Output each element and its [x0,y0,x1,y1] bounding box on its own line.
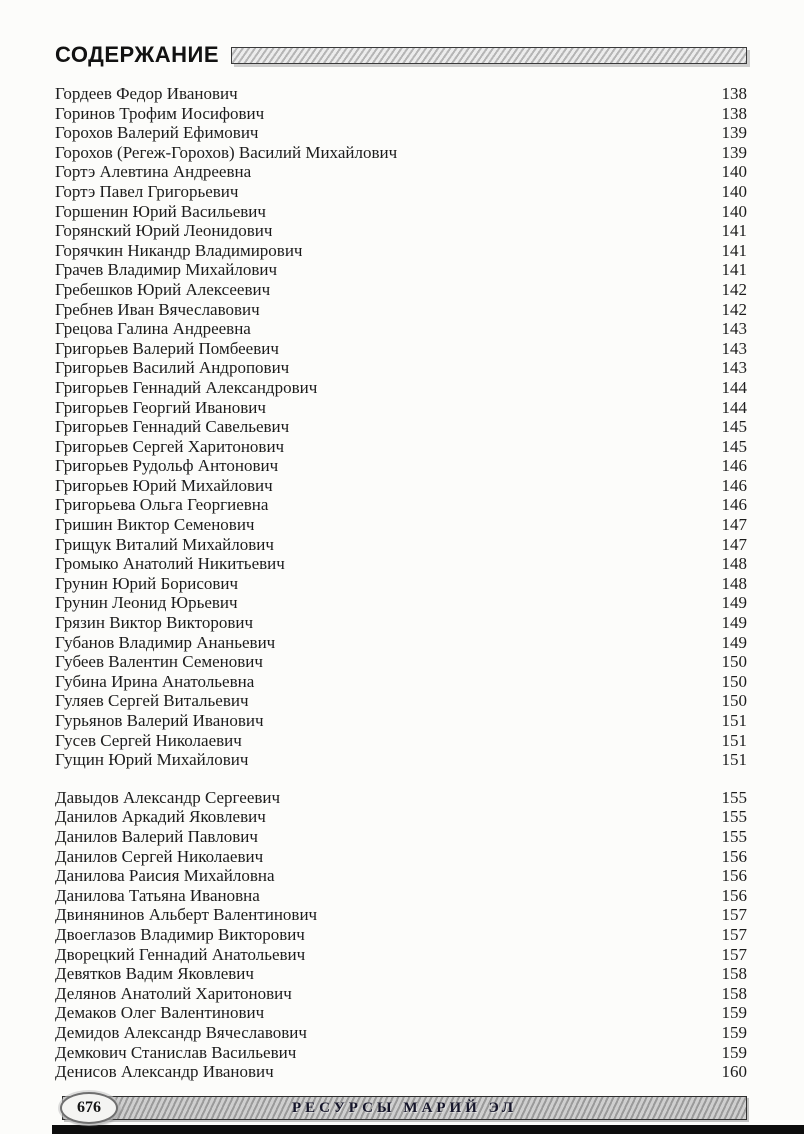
toc-entry [55,847,747,867]
entry-page-number: 151 [721,711,747,730]
entry-name: Горинов Трофим Иосифович [55,103,265,123]
entry-page-number: 148 [721,554,747,574]
entry-page-number: 142 [721,299,747,319]
entry-name: Григорьев Василий Андропович [55,358,290,378]
entry-name: Демкович Станислав Васильевич [55,1042,297,1062]
entry-name: Гришин Виктор Семенович [55,515,255,535]
toc-group-d [55,788,747,1082]
entry-name: Григорьев Валерий Помбеевич [55,338,279,358]
entry-name: Данилова Татьяна Ивановна [55,885,260,905]
entry-page-number: 159 [721,1022,747,1042]
toc-entry [55,123,747,143]
entry-name: Гребнев Иван Вячеславович [55,299,260,319]
entry-page-number: 151 [721,730,747,750]
entry-name: Данилова Раисия Михайловна [55,866,275,886]
entry-page-number: 147 [721,534,747,554]
toc-entry [55,437,747,457]
entry-page-number: 159 [721,1003,747,1023]
entry-name: Горячкин Никандр Владимирович [55,240,303,260]
entry-name: Григорьев Георгий Иванович [55,397,266,417]
toc-entry [55,652,747,672]
entry-name: Данилов Валерий Павлович [55,826,258,846]
entry-page-number: 146 [721,495,747,515]
entry-name: Дворецкий Геннадий Анатольевич [55,944,306,964]
entry-page-number: 147 [721,515,747,535]
entry-name: Двинянинов Альберт Валентинович [55,905,318,925]
toc-entry [55,260,747,280]
entry-name: Горохов Валерий Ефимович [55,123,259,143]
entry-page-number: 146 [721,475,747,495]
toc-entry [55,358,747,378]
toc-entry [55,731,747,751]
entry-name: Грецова Галина Андреевна [55,319,251,339]
entry-name: Горянский Юрий Леонидович [55,221,273,241]
toc-entry [55,866,747,886]
entry-page-number: 157 [721,905,747,925]
entry-page-number: 143 [721,358,747,378]
entry-page-number: 155 [721,826,747,846]
toc-entry [55,788,747,808]
entry-page-number: 140 [721,201,747,221]
toc-entry [55,241,747,261]
entry-name: Губеев Валентин Семенович [55,652,263,672]
entry-name: Горохов (Регеж-Горохов) Василий Михайлович [55,142,398,162]
page-title: СОДЕРЖАНИЕ [55,42,220,67]
entry-name: Григорьев Геннадий Александрович [55,377,318,397]
toc-entry [55,515,747,535]
entry-name: Двоеглазов Владимир Викторович [55,924,305,944]
entry-name: Григорьев Рудольф Антонович [55,456,279,476]
toc-entry [55,319,747,339]
entry-name: Гущин Юрий Михайлович [55,750,249,770]
toc-entry [55,711,747,731]
entry-name: Губанов Владимир Ананьевич [55,632,276,652]
toc-entry [55,945,747,965]
entry-page-number: 149 [721,613,747,633]
entry-name: Грунин Леонид Юрьевич [55,593,238,613]
entry-name: Девятков Вадим Яковлевич [55,964,254,984]
page-number-badge [60,1092,118,1124]
toc-entry [55,280,747,300]
entry-page-number: 159 [721,1042,747,1062]
toc-entry [55,495,747,515]
entry-name: Григорьев Геннадий Савельевич [55,417,290,437]
entry-name: Данилов Сергей Николаевич [55,846,264,866]
toc-entry [55,104,747,124]
toc-entry [55,1003,747,1023]
toc-entry [55,398,747,418]
toc-entry [55,143,747,163]
entry-page-number: 156 [721,846,747,866]
entry-name: Григорьев Сергей Харитонович [55,436,285,456]
toc-entry [55,417,747,437]
toc-entry [55,807,747,827]
entry-page-number: 141 [721,240,747,260]
entry-page-number: 160 [721,1062,747,1082]
entry-page-number: 144 [721,377,747,397]
entry-name: Григорьев Юрий Михайлович [55,475,273,495]
toc-entry [55,182,747,202]
toc-entry [55,886,747,906]
entry-page-number: 150 [721,691,747,711]
page-number: 676 [77,1099,101,1116]
entry-name: Гордеев Федор Иванович [55,84,238,103]
entry-page-number: 155 [721,807,747,827]
toc-entry [55,1062,747,1082]
entry-page-number: 158 [721,983,747,1003]
toc-entry [55,984,747,1004]
entry-name: Данилов Аркадий Яковлевич [55,807,266,827]
entry-name: Грищук Виталий Михайлович [55,534,274,554]
toc-entry [55,339,747,359]
toc-entry [55,535,747,555]
toc-entry [55,554,747,574]
toc-entry [55,300,747,320]
toc-entry [55,574,747,594]
entry-name: Григорьева Ольга Георгиевна [55,495,269,515]
entry-page-number: 140 [721,181,747,201]
toc-list [55,84,747,1082]
toc-entry [55,476,747,496]
toc-entry [55,221,747,241]
entry-name: Делянов Анатолий Харитонович [55,983,292,1003]
entry-page-number: 158 [721,964,747,984]
entry-page-number: 151 [721,750,747,770]
entry-name: Давыдов Александр Сергеевич [55,787,281,807]
header [55,42,747,68]
entry-name: Горшенин Юрий Васильевич [55,201,266,221]
toc-entry [55,633,747,653]
entry-name: Гусев Сергей Николаевич [55,730,242,750]
header-decorative-bar [231,47,747,64]
toc-entry [55,1043,747,1063]
entry-name: Гортэ Алевтина Андреевна [55,162,252,182]
entry-page-number: 156 [721,866,747,886]
entry-page-number: 155 [721,787,747,807]
entry-page-number: 148 [721,573,747,593]
toc-entry [55,456,747,476]
toc-entry [55,827,747,847]
toc-entry [55,925,747,945]
entry-page-number: 149 [721,632,747,652]
toc-entry [55,750,747,770]
footer-banner-text: РЕСУРСЫ МАРИЙ ЭЛ [291,1099,518,1116]
entry-name: Грязин Виктор Викторович [55,613,254,633]
toc-entry [55,613,747,633]
entry-name: Гортэ Павел Григорьевич [55,181,239,201]
entry-name: Денисов Александр Иванович [55,1062,274,1082]
toc-entry [55,84,747,104]
entry-page-number: 143 [721,338,747,358]
entry-page-number: 156 [721,885,747,905]
toc-group-g [55,84,747,770]
entry-name: Демаков Олег Валентинович [55,1003,265,1023]
entry-page-number: 145 [721,417,747,437]
entry-name: Гребешков Юрий Алексеевич [55,279,271,299]
entry-page-number: 149 [721,593,747,613]
entry-page-number: 139 [721,142,747,162]
entry-name: Громыко Анатолий Никитьевич [55,554,285,574]
entry-page-number: 150 [721,671,747,691]
entry-page-number: 157 [721,924,747,944]
toc-entry [55,593,747,613]
entry-page-number: 146 [721,456,747,476]
entry-page-number: 141 [721,221,747,241]
entry-page-number: 144 [721,397,747,417]
entry-page-number: 140 [721,162,747,182]
entry-page-number: 139 [721,123,747,143]
toc-entry [55,905,747,925]
entry-name: Губина Ирина Анатольевна [55,671,255,691]
entry-page-number: 143 [721,319,747,339]
entry-name: Гурьянов Валерий Иванович [55,711,264,730]
entry-page-number: 157 [721,944,747,964]
entry-page-number: 145 [721,436,747,456]
entry-page-number: 150 [721,652,747,672]
toc-entry [55,672,747,692]
toc-entry [55,691,747,711]
entry-page-number: 141 [721,260,747,280]
entry-name: Грачев Владимир Михайлович [55,260,278,280]
toc-entry [55,378,747,398]
group-separator [55,770,747,788]
entry-page-number: 138 [721,84,747,103]
entry-page-number: 138 [721,103,747,123]
toc-entry [55,162,747,182]
entry-page-number: 142 [721,279,747,299]
entry-name: Грунин Юрий Борисович [55,573,239,593]
toc-entry [55,202,747,222]
bottom-edge-rule [52,1125,804,1134]
toc-entry [55,1023,747,1043]
entry-name: Демидов Александр Вячеславович [55,1022,307,1042]
toc-entry [55,964,747,984]
footer-banner [62,1096,747,1120]
entry-name: Гуляев Сергей Витальевич [55,691,249,711]
